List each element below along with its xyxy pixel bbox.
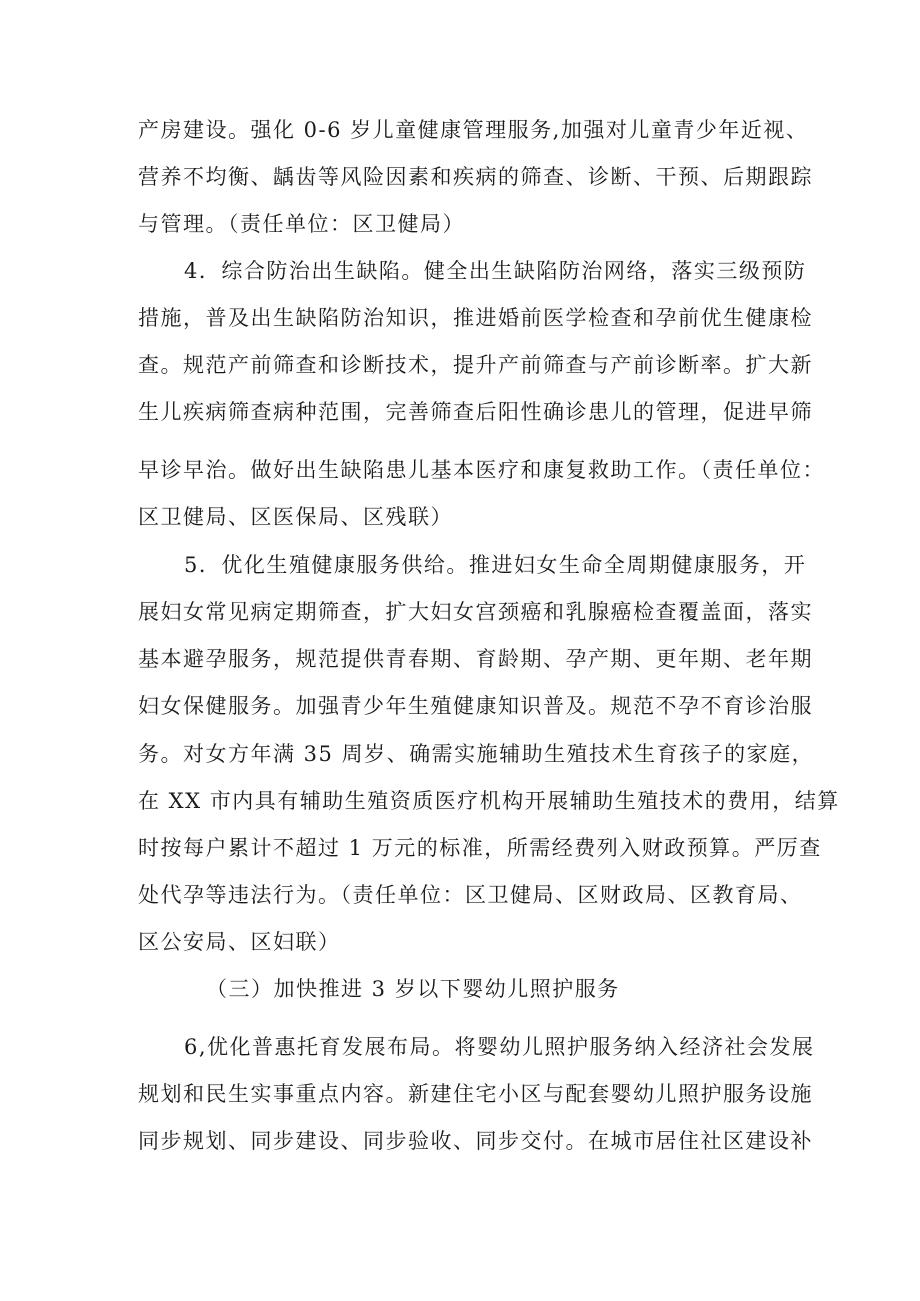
- paragraph-line: 时按每户累计不超过 1 万元的标准，所需经费列入财政预算。严厉查: [138, 836, 822, 860]
- item-4-first-line: 4．综合防治出生缺陷。健全出生缺陷防治网络，落实三级预防: [184, 259, 807, 283]
- paragraph-line: 规划和民生实事重点内容。新建住宅小区与配套婴幼儿照护服务设施: [138, 1082, 813, 1106]
- paragraph-line: 查。规范产前筛查和诊断技术，提升产前筛查与产前诊断率。扩大新: [138, 353, 813, 377]
- paragraph-line: 处代孕等违法行为。（责任单位：区卫健局、区财政局、区教育局、: [138, 883, 803, 907]
- item-6-first-line: 6,优化普惠托育发展布局。将婴幼儿照护服务纳入经济社会发展: [184, 1035, 815, 1059]
- paragraph-line: 与管理。（责任单位：区卫健局）: [138, 212, 465, 236]
- paragraph-line: 基本避孕服务，规范提供青春期、育龄期、孕产期、更年期、老年期: [138, 647, 813, 671]
- paragraph-line: 务。对女方年满 35 周岁、确需实施辅助生殖技术生育孩子的家庭，: [138, 742, 815, 766]
- paragraph-line: 措施，普及出生缺陷防治知识，推进婚前医学检查和孕前优生健康检: [138, 306, 813, 330]
- paragraph-line: 产房建设。强化 0-6 岁儿童健康管理服务,加强对儿童青少年近视、: [138, 118, 809, 142]
- item-5-first-line: 5．优化生殖健康服务供给。推进妇女生命全周期健康服务，开: [184, 553, 807, 577]
- paragraph-line: 妇女保健服务。加强青少年生殖健康知识普及。规范不孕不育诊治服: [138, 694, 813, 718]
- paragraph-line: 同步规划、同步建设、同步验收、同步交付。在城市居住社区建设补: [138, 1129, 813, 1153]
- paragraph-line: 早诊早治。做好出生缺陷患儿基本医疗和康复救助工作。（责任单位：: [138, 458, 825, 482]
- section-heading: （三）加快推进 3 岁以下婴幼儿照护服务: [206, 977, 620, 1001]
- paragraph-line: 区公安局、区妇联）: [138, 930, 341, 954]
- paragraph-line: 生儿疾病筛查病种范围，完善筛查后阳性确诊患儿的管理，促进早筛: [138, 400, 813, 424]
- paragraph-line: 营养不均衡、龋齿等风险因素和疾病的筛查、诊断、干预、后期跟踪: [138, 165, 813, 189]
- paragraph-line: 区卫健局、区医保局、区残联）: [138, 505, 453, 529]
- paragraph-line: 在 XX 市内具有辅助生殖资质医疗机构开展辅助生殖技术的费用，结算: [138, 789, 840, 813]
- paragraph-line: 展妇女常见病定期筛查，扩大妇女宫颈癌和乳腺癌检查覆盖面，落实: [138, 600, 813, 624]
